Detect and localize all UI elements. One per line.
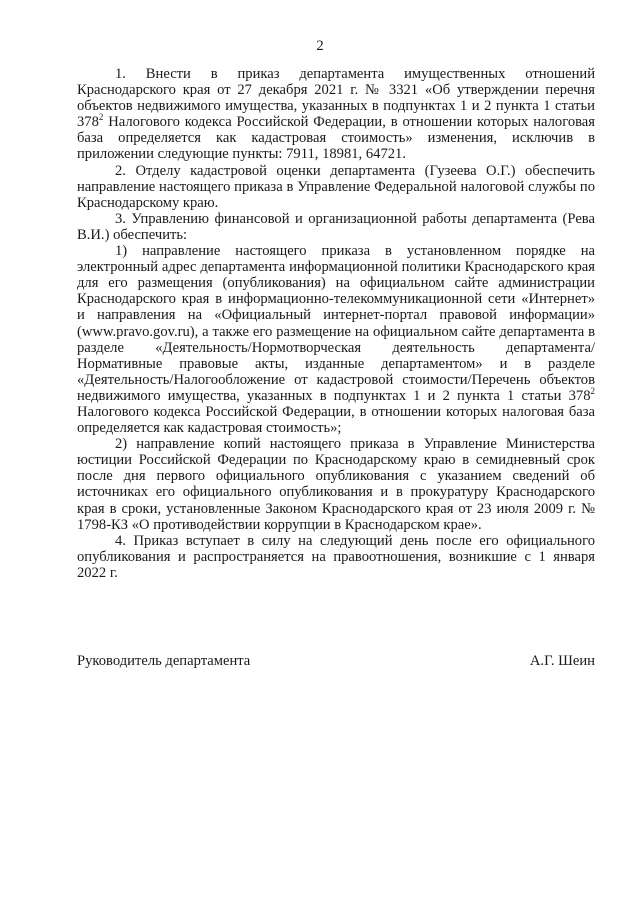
paragraph-3-1: 1) направление настоящего приказа в установленном порядке на электронный адрес департамента информационной политики Краснодарского края для его размещения (опубликования) на официальном сайте администрации Краснодарского края в информационно-телекоммуникационной сети «Интернет» и направления на «Официальный интернет-портал правовой информации» (www.pravo.gov.ru), а также его размещение на официальном сайте департамента в разделе «Деятельность/Нормотворческая деятельность департамента/Нормативные правовые акты, изданные департаментом» и в разделе «Деятельность/Налогообложение от кадастровой стоимости/Перечень объектов недвижимого имущества, указанных в подпунктах 1 и 2 пункта 1 статьи $378^2$ Налогового кодекса Российской Федерации, в отношении которых налоговая база определяется как кадастровая стоимость»; [77,243,595,437]
superscript: 2 [590,386,595,397]
document-body [77,66,595,581]
paragraph-3-2: 2) направление копий настоящего приказа в Управление Министерства юстиции Российской Федерации по Краснодарскому краю в семидневный срок после дня первого официального опубликования с указанием сведений об источниках его официального опубликования и в прокуратуру Краснодарского края в сроки, установленные Законом Краснодарского края от 23 июля 2009 г. № 1798-КЗ «О противодействии коррупции в Краснодарском крае». [77,436,595,533]
signatory-position: Руководитель департамента [77,653,251,669]
signatory-name: А.Г. Шеин [529,653,595,669]
paragraph-1: 1. Внести в приказ департамента имущественных отношений Краснодарского края от 27 декабря 2021 г. № 3321 «Об утверждении перечня объектов недвижимого имущества, указанных в подпунктах 1 и 2 пункта 1 статьи $378^2$ Налогового кодекса Российской Федерации, в отношении которых налоговая база определяется как кадастровая стоимость» изменения, исключив в приложении следующие пункты: 7911, 18981, 64721. [77,66,595,163]
signature-block [77,653,595,669]
superscript: 2 [98,112,104,123]
paragraph-4: 4. Приказ вступает в силу на следующий день после его официального опубликования и распространяется на правоотношения, возникшие с 1 января 2022 г. [77,532,595,581]
paragraph-3: 3. Управлению финансовой и организационной работы департамента (Рева В.И.) обеспечить: [77,210,595,243]
page-number: 2 [316,38,324,54]
paragraph-2: 2. Отделу кадастровой оценки департамента (Гузеева О.Г.) обеспечить направление настоящего приказа в Управление Федеральной налоговой службы по Краснодарскому краю. [77,162,595,211]
